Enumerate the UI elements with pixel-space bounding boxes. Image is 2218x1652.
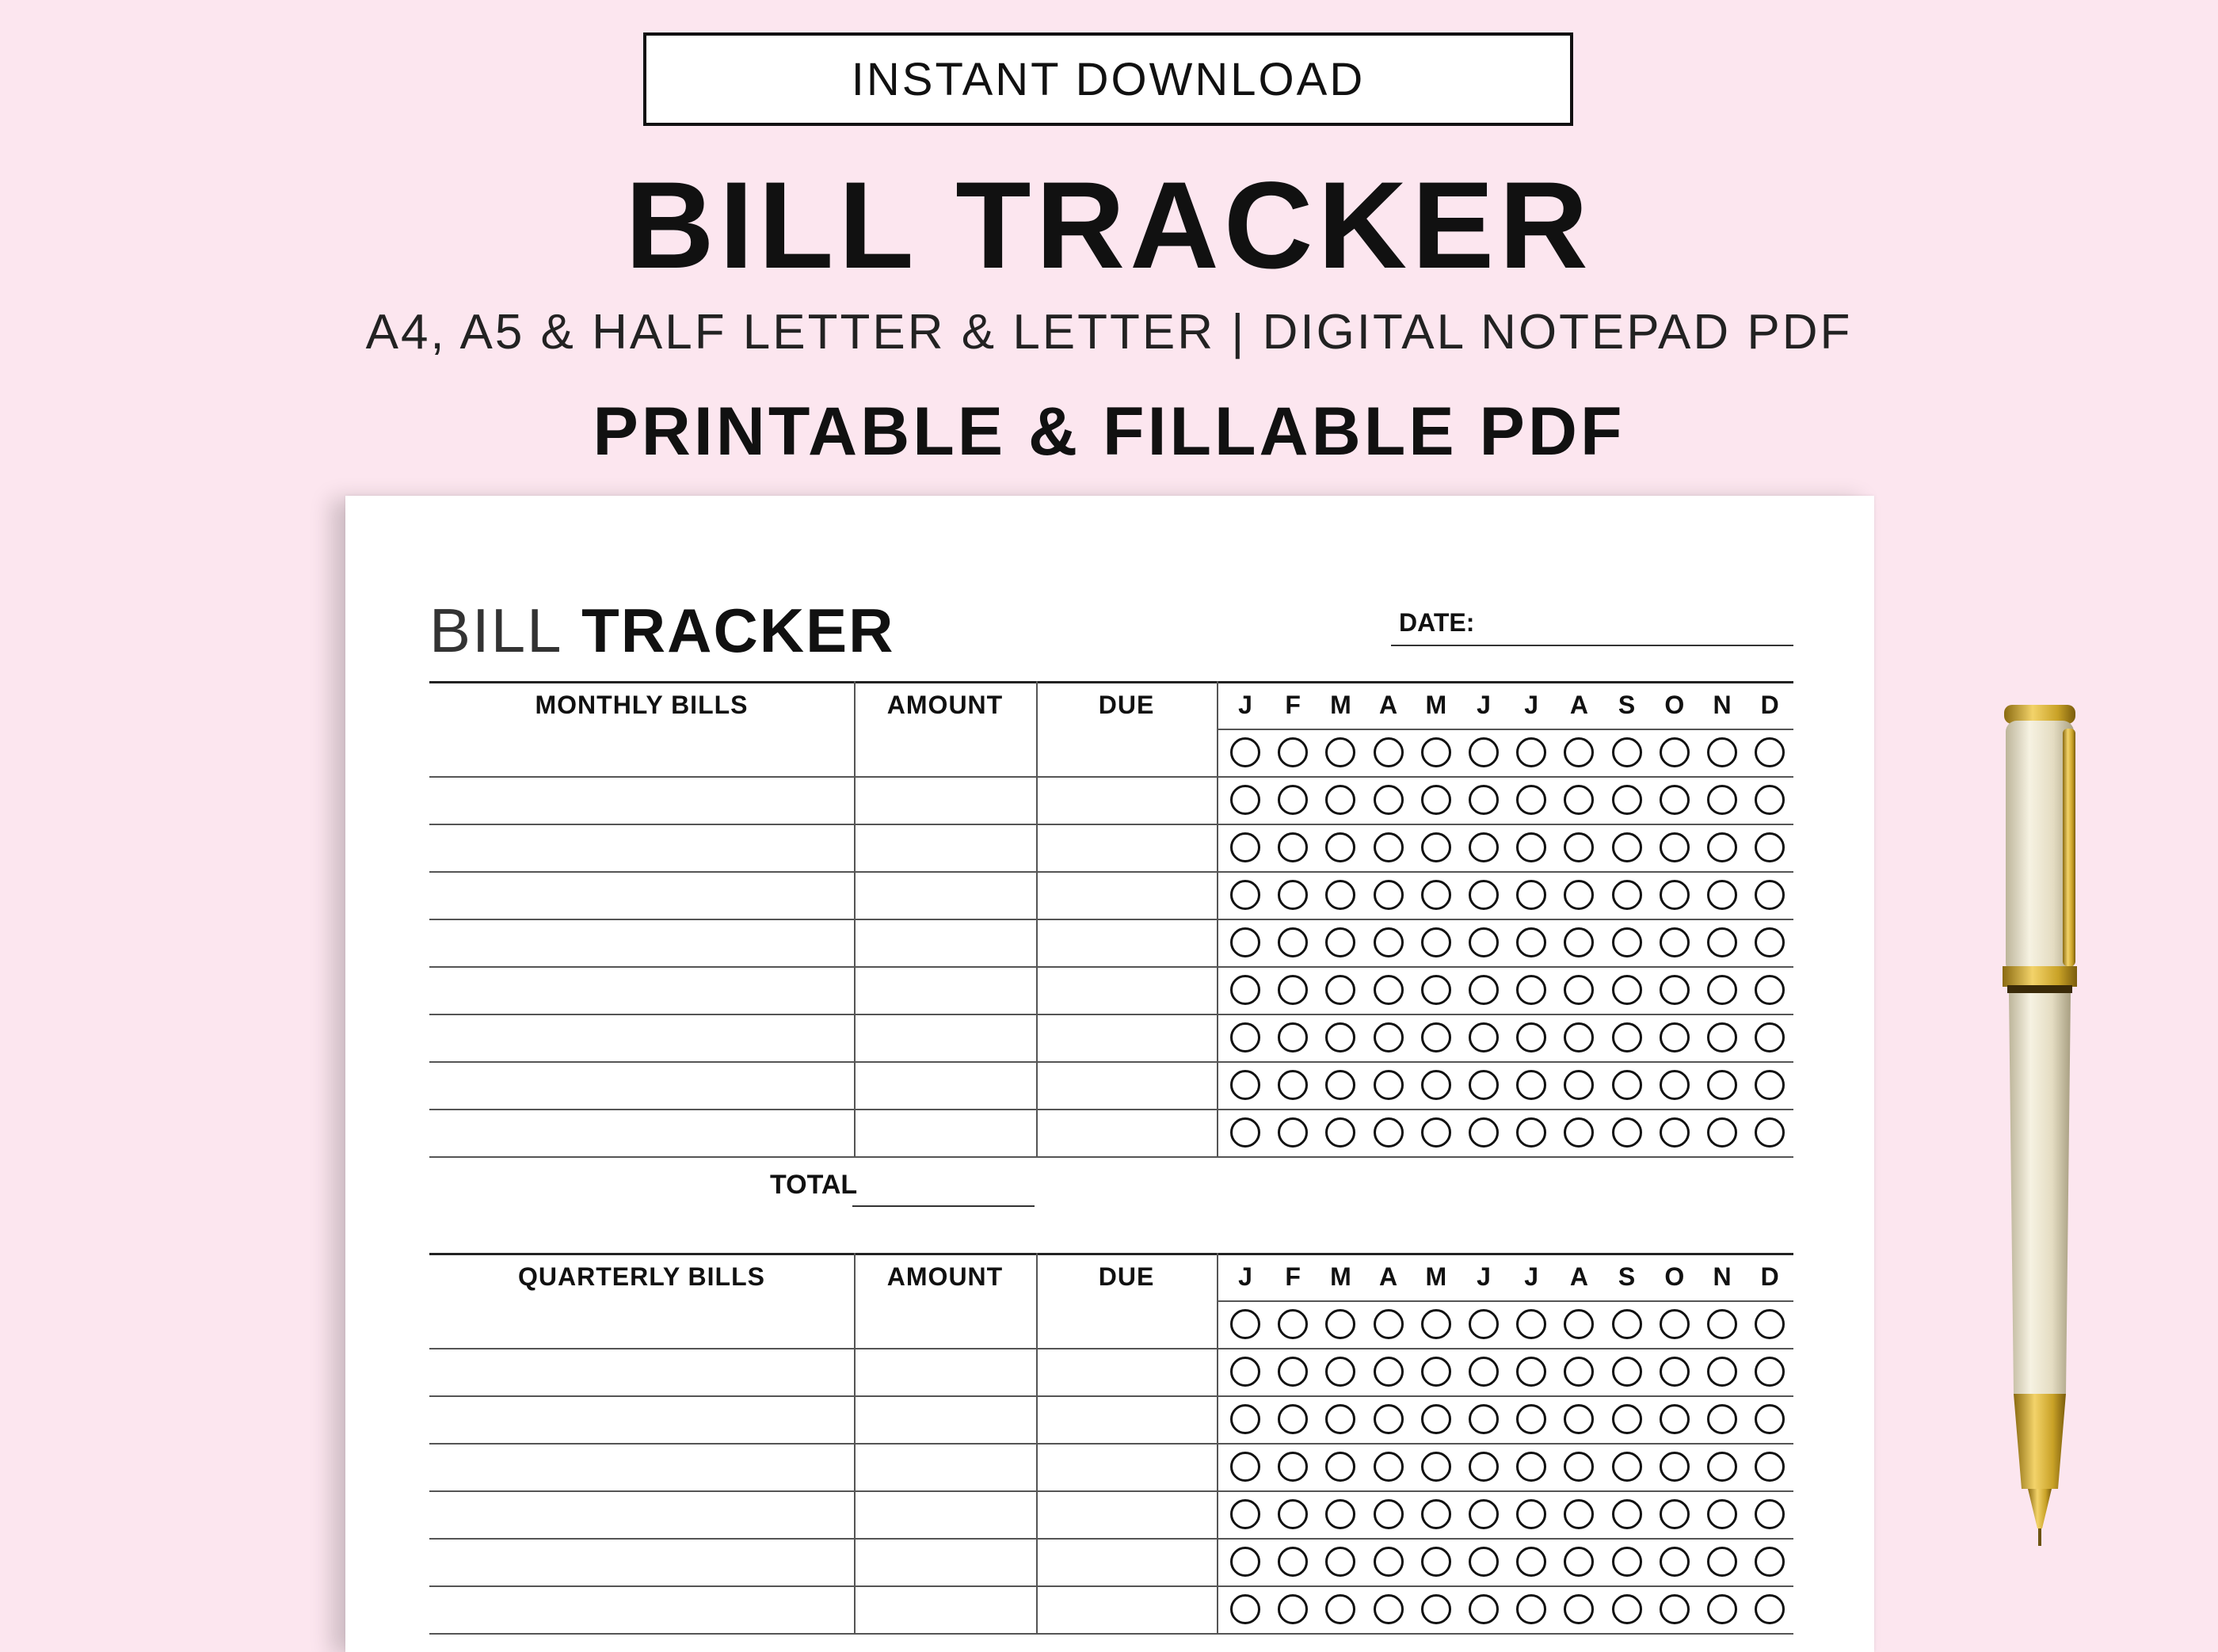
paid-checkbox[interactable] — [1516, 1070, 1546, 1100]
paid-checkbox[interactable] — [1278, 1499, 1308, 1529]
paid-checkbox[interactable] — [1755, 1404, 1785, 1434]
paid-checkbox[interactable] — [1469, 927, 1499, 957]
paid-checkbox[interactable] — [1374, 975, 1404, 1005]
printable-line: PRINTABLE & FILLABLE PDF — [593, 394, 1625, 470]
row-rule — [1217, 729, 1793, 730]
paid-checkbox[interactable] — [1564, 927, 1594, 957]
paid-checkbox[interactable] — [1230, 785, 1260, 815]
paid-checkbox[interactable] — [1516, 1404, 1546, 1434]
paid-checkbox[interactable] — [1612, 1547, 1642, 1577]
paid-checkbox[interactable] — [1421, 737, 1451, 767]
paid-checkbox[interactable] — [1230, 1070, 1260, 1100]
paid-checkbox[interactable] — [1707, 832, 1737, 862]
paid-checkbox[interactable] — [1707, 1117, 1737, 1148]
paid-checkbox[interactable] — [1325, 1357, 1355, 1387]
due-cell[interactable] — [1036, 966, 1217, 1014]
amount-cell[interactable] — [854, 1395, 1036, 1443]
paid-checkbox[interactable] — [1707, 737, 1737, 767]
paid-checkbox[interactable] — [1374, 1070, 1404, 1100]
paid-checkbox[interactable] — [1325, 1309, 1355, 1339]
paid-checkbox[interactable] — [1755, 880, 1785, 910]
month-label: M — [1425, 690, 1447, 719]
paid-checkbox[interactable] — [1278, 1070, 1308, 1100]
paid-checkbox[interactable] — [1612, 1117, 1642, 1148]
hero-title: BILL TRACKER — [625, 157, 1593, 295]
paid-checkbox[interactable] — [1374, 832, 1404, 862]
paid-checkbox[interactable] — [1325, 1547, 1355, 1577]
paid-checkbox[interactable] — [1612, 785, 1642, 815]
paid-checkbox[interactable] — [1421, 1022, 1451, 1052]
paid-checkbox[interactable] — [1612, 1309, 1642, 1339]
bill-name-cell[interactable] — [429, 1061, 854, 1109]
paid-checkbox[interactable] — [1325, 1594, 1355, 1624]
paid-checkbox[interactable] — [1707, 785, 1737, 815]
amount-header: AMOUNT — [886, 1262, 1004, 1291]
bill-name-cell[interactable] — [429, 1348, 854, 1395]
paid-checkbox[interactable] — [1278, 785, 1308, 815]
total-label: TOTAL — [770, 1170, 858, 1200]
paid-checkbox[interactable] — [1325, 1404, 1355, 1434]
month-label: J — [1477, 690, 1491, 719]
amount-cell[interactable] — [854, 776, 1036, 824]
paid-checkbox[interactable] — [1469, 975, 1499, 1005]
paid-checkbox[interactable] — [1469, 1404, 1499, 1434]
due-cell[interactable] — [1036, 1061, 1217, 1109]
paid-checkbox[interactable] — [1707, 1022, 1737, 1052]
paid-checkbox[interactable] — [1755, 1022, 1785, 1052]
paid-checkbox[interactable] — [1660, 1452, 1690, 1482]
paid-checkbox[interactable] — [1755, 1117, 1785, 1148]
paid-checkbox[interactable] — [1278, 1357, 1308, 1387]
paid-checkbox[interactable] — [1469, 1022, 1499, 1052]
paid-checkbox[interactable] — [1469, 1309, 1499, 1339]
month-label: O — [1664, 1262, 1685, 1291]
paid-checkbox[interactable] — [1230, 975, 1260, 1005]
month-label: J — [1238, 1262, 1252, 1291]
amount-cell[interactable] — [854, 1300, 1036, 1348]
paid-checkbox[interactable] — [1564, 1547, 1594, 1577]
paid-checkbox[interactable] — [1660, 1117, 1690, 1148]
amount-cell[interactable] — [854, 1538, 1036, 1585]
planner-sheet — [345, 496, 1874, 1652]
amount-cell[interactable] — [854, 1490, 1036, 1538]
paid-checkbox[interactable] — [1469, 1547, 1499, 1577]
due-cell[interactable] — [1036, 1109, 1217, 1156]
month-label: A — [1569, 690, 1588, 719]
due-cell[interactable] — [1036, 1585, 1217, 1633]
paid-checkbox[interactable] — [1660, 1404, 1690, 1434]
paid-checkbox[interactable] — [1612, 1499, 1642, 1529]
paid-checkbox[interactable] — [1564, 975, 1594, 1005]
due-cell[interactable] — [1036, 824, 1217, 871]
due-header: DUE — [1098, 1262, 1155, 1291]
total-field[interactable] — [852, 1205, 1035, 1207]
paid-checkbox[interactable] — [1278, 1547, 1308, 1577]
paid-checkbox[interactable] — [1755, 1547, 1785, 1577]
amount-cell[interactable] — [854, 919, 1036, 966]
formats-line: A4, A5 & HALF LETTER & LETTER | DIGITAL NOTEPAD PDF — [365, 305, 1853, 360]
paid-checkbox[interactable] — [1612, 1404, 1642, 1434]
paid-checkbox[interactable] — [1421, 975, 1451, 1005]
paid-checkbox[interactable] — [1469, 1070, 1499, 1100]
paid-checkbox[interactable] — [1469, 832, 1499, 862]
amount-cell[interactable] — [854, 824, 1036, 871]
paid-checkbox[interactable] — [1707, 1404, 1737, 1434]
month-label: F — [1285, 1262, 1301, 1291]
paid-checkbox[interactable] — [1707, 1452, 1737, 1482]
paid-checkbox[interactable] — [1755, 927, 1785, 957]
paid-checkbox[interactable] — [1421, 832, 1451, 862]
paid-checkbox[interactable] — [1707, 1547, 1737, 1577]
paid-checkbox[interactable] — [1612, 880, 1642, 910]
paid-checkbox[interactable] — [1230, 1357, 1260, 1387]
paid-checkbox[interactable] — [1325, 1452, 1355, 1482]
paid-checkbox[interactable] — [1325, 1070, 1355, 1100]
paid-checkbox[interactable] — [1516, 737, 1546, 767]
paid-checkbox[interactable] — [1469, 1357, 1499, 1387]
paid-checkbox[interactable] — [1374, 1309, 1404, 1339]
sheet-title-light: BILL — [429, 596, 563, 665]
paid-checkbox[interactable] — [1278, 832, 1308, 862]
paid-checkbox[interactable] — [1374, 1547, 1404, 1577]
paid-checkbox[interactable] — [1660, 1070, 1690, 1100]
row-rule — [429, 1633, 1793, 1635]
paid-checkbox[interactable] — [1278, 1452, 1308, 1482]
paid-checkbox[interactable] — [1660, 927, 1690, 957]
bill-name-cell[interactable] — [429, 1014, 854, 1061]
paid-checkbox[interactable] — [1278, 880, 1308, 910]
paid-checkbox[interactable] — [1230, 1404, 1260, 1434]
paid-checkbox[interactable] — [1469, 1499, 1499, 1529]
paid-checkbox[interactable] — [1516, 1499, 1546, 1529]
paid-checkbox[interactable] — [1660, 1022, 1690, 1052]
amount-cell[interactable] — [854, 1585, 1036, 1633]
paid-checkbox[interactable] — [1612, 832, 1642, 862]
paid-checkbox[interactable] — [1612, 975, 1642, 1005]
paid-checkbox[interactable] — [1325, 785, 1355, 815]
paid-checkbox[interactable] — [1516, 1357, 1546, 1387]
paid-checkbox[interactable] — [1516, 1022, 1546, 1052]
paid-checkbox[interactable] — [1325, 975, 1355, 1005]
bill-name-cell[interactable] — [429, 919, 854, 966]
month-label: J — [1524, 690, 1539, 719]
paid-checkbox[interactable] — [1469, 1117, 1499, 1148]
paid-checkbox[interactable] — [1230, 1022, 1260, 1052]
bill-name-cell[interactable] — [429, 1300, 854, 1348]
paid-checkbox[interactable] — [1707, 1070, 1737, 1100]
paid-checkbox[interactable] — [1707, 1309, 1737, 1339]
paid-checkbox[interactable] — [1707, 1499, 1737, 1529]
paid-checkbox[interactable] — [1516, 1594, 1546, 1624]
paid-checkbox[interactable] — [1660, 832, 1690, 862]
paid-checkbox[interactable] — [1421, 927, 1451, 957]
paid-checkbox[interactable] — [1660, 1547, 1690, 1577]
quarterly-bills-header: QUARTERLY BILLS — [518, 1262, 765, 1291]
paid-checkbox[interactable] — [1516, 880, 1546, 910]
paid-checkbox[interactable] — [1564, 1499, 1594, 1529]
paid-checkbox[interactable] — [1278, 927, 1308, 957]
paid-checkbox[interactable] — [1230, 1499, 1260, 1529]
paid-checkbox[interactable] — [1230, 1117, 1260, 1148]
paid-checkbox[interactable] — [1325, 927, 1355, 957]
paid-checkbox[interactable] — [1660, 1499, 1690, 1529]
paid-checkbox[interactable] — [1421, 1499, 1451, 1529]
bill-name-cell[interactable] — [429, 1490, 854, 1538]
paid-checkbox[interactable] — [1421, 1594, 1451, 1624]
month-label: A — [1379, 690, 1398, 719]
paid-checkbox[interactable] — [1612, 1022, 1642, 1052]
row-rule — [429, 1156, 1793, 1158]
paid-checkbox[interactable] — [1325, 880, 1355, 910]
paid-checkbox[interactable] — [1325, 1117, 1355, 1148]
paid-checkbox[interactable] — [1230, 1594, 1260, 1624]
paid-checkbox[interactable] — [1278, 1022, 1308, 1052]
paid-checkbox[interactable] — [1612, 1070, 1642, 1100]
paid-checkbox[interactable] — [1516, 1309, 1546, 1339]
bill-name-cell[interactable] — [429, 871, 854, 919]
sheet-title — [429, 591, 894, 670]
paid-checkbox[interactable] — [1564, 1357, 1594, 1387]
paid-checkbox[interactable] — [1612, 1452, 1642, 1482]
month-label: J — [1238, 690, 1252, 719]
due-cell[interactable] — [1036, 1490, 1217, 1538]
due-cell[interactable] — [1036, 1443, 1217, 1490]
paid-checkbox[interactable] — [1755, 1594, 1785, 1624]
month-label: M — [1425, 1262, 1447, 1291]
paid-checkbox[interactable] — [1707, 975, 1737, 1005]
paid-checkbox[interactable] — [1374, 880, 1404, 910]
date-label: DATE: — [1399, 608, 1475, 637]
due-cell[interactable] — [1036, 1395, 1217, 1443]
paid-checkbox[interactable] — [1564, 1404, 1594, 1434]
paid-checkbox[interactable] — [1612, 1357, 1642, 1387]
paid-checkbox[interactable] — [1660, 880, 1690, 910]
amount-cell[interactable] — [854, 729, 1036, 776]
month-label: D — [1760, 1262, 1779, 1291]
paid-checkbox[interactable] — [1564, 785, 1594, 815]
month-label: N — [1713, 1262, 1732, 1291]
paid-checkbox[interactable] — [1707, 880, 1737, 910]
amount-header: AMOUNT — [886, 690, 1004, 719]
row-rule — [1217, 1300, 1793, 1302]
paid-checkbox[interactable] — [1564, 1594, 1594, 1624]
paid-checkbox[interactable] — [1469, 1452, 1499, 1482]
month-label: F — [1285, 690, 1301, 719]
bill-name-cell[interactable] — [429, 776, 854, 824]
month-label: A — [1569, 1262, 1588, 1291]
paid-checkbox[interactable] — [1755, 832, 1785, 862]
paid-checkbox[interactable] — [1660, 785, 1690, 815]
paid-checkbox[interactable] — [1230, 1309, 1260, 1339]
paid-checkbox[interactable] — [1325, 737, 1355, 767]
paid-checkbox[interactable] — [1278, 1404, 1308, 1434]
paid-checkbox[interactable] — [1421, 1070, 1451, 1100]
pen-illustration — [1996, 697, 2091, 1568]
paid-checkbox[interactable] — [1660, 975, 1690, 1005]
paid-checkbox[interactable] — [1374, 1594, 1404, 1624]
paid-checkbox[interactable] — [1516, 1117, 1546, 1148]
paid-checkbox[interactable] — [1230, 880, 1260, 910]
month-label: S — [1618, 690, 1636, 719]
paid-checkbox[interactable] — [1278, 1309, 1308, 1339]
paid-checkbox[interactable] — [1421, 1117, 1451, 1148]
paid-checkbox[interactable] — [1564, 737, 1594, 767]
paid-checkbox[interactable] — [1612, 1594, 1642, 1624]
paid-checkbox[interactable] — [1707, 927, 1737, 957]
paid-checkbox[interactable] — [1755, 975, 1785, 1005]
paid-checkbox[interactable] — [1516, 1452, 1546, 1482]
paid-checkbox[interactable] — [1755, 1499, 1785, 1529]
paid-checkbox[interactable] — [1374, 737, 1404, 767]
amount-cell[interactable] — [854, 871, 1036, 919]
paid-checkbox[interactable] — [1707, 1594, 1737, 1624]
paid-checkbox[interactable] — [1516, 832, 1546, 862]
paid-checkbox[interactable] — [1660, 737, 1690, 767]
month-label: M — [1330, 1262, 1351, 1291]
bill-name-cell[interactable] — [429, 1443, 854, 1490]
due-cell[interactable] — [1036, 1538, 1217, 1585]
paid-checkbox[interactable] — [1278, 975, 1308, 1005]
paid-checkbox[interactable] — [1230, 1452, 1260, 1482]
paid-checkbox[interactable] — [1469, 737, 1499, 767]
bill-name-cell[interactable] — [429, 1109, 854, 1156]
amount-cell[interactable] — [854, 1443, 1036, 1490]
due-cell[interactable] — [1036, 1014, 1217, 1061]
amount-cell[interactable] — [854, 1348, 1036, 1395]
paid-checkbox[interactable] — [1278, 1594, 1308, 1624]
month-label: A — [1379, 1262, 1398, 1291]
paid-checkbox[interactable] — [1374, 927, 1404, 957]
amount-cell[interactable] — [854, 1014, 1036, 1061]
paid-checkbox[interactable] — [1421, 880, 1451, 910]
paid-checkbox[interactable] — [1374, 1357, 1404, 1387]
sheet-title-bold: TRACKER — [581, 596, 895, 665]
paid-checkbox[interactable] — [1374, 1499, 1404, 1529]
paid-checkbox[interactable] — [1469, 1594, 1499, 1624]
amount-cell[interactable] — [854, 966, 1036, 1014]
paid-checkbox[interactable] — [1755, 737, 1785, 767]
paid-checkbox[interactable] — [1660, 1357, 1690, 1387]
due-cell[interactable] — [1036, 1300, 1217, 1348]
paid-checkbox[interactable] — [1612, 927, 1642, 957]
month-label: S — [1618, 1262, 1636, 1291]
due-cell[interactable] — [1036, 1348, 1217, 1395]
paid-checkbox[interactable] — [1278, 1117, 1308, 1148]
paid-checkbox[interactable] — [1325, 832, 1355, 862]
paid-checkbox[interactable] — [1564, 1309, 1594, 1339]
paid-checkbox[interactable] — [1421, 785, 1451, 815]
monthly-bills-header: MONTHLY BILLS — [535, 690, 749, 719]
paid-checkbox[interactable] — [1421, 1404, 1451, 1434]
bill-name-cell[interactable] — [429, 1585, 854, 1633]
paid-checkbox[interactable] — [1516, 1547, 1546, 1577]
paid-checkbox[interactable] — [1374, 1022, 1404, 1052]
due-cell[interactable] — [1036, 729, 1217, 776]
due-cell[interactable] — [1036, 776, 1217, 824]
paid-checkbox[interactable] — [1469, 785, 1499, 815]
paid-checkbox[interactable] — [1755, 1357, 1785, 1387]
paid-checkbox[interactable] — [1660, 1594, 1690, 1624]
paid-checkbox[interactable] — [1230, 927, 1260, 957]
date-field[interactable] — [1391, 645, 1793, 646]
paid-checkbox[interactable] — [1421, 1452, 1451, 1482]
paid-checkbox[interactable] — [1421, 1309, 1451, 1339]
due-header: DUE — [1098, 690, 1155, 719]
paid-checkbox[interactable] — [1516, 785, 1546, 815]
paid-checkbox[interactable] — [1755, 1309, 1785, 1339]
paid-checkbox[interactable] — [1230, 1547, 1260, 1577]
paid-checkbox[interactable] — [1755, 1452, 1785, 1482]
paid-checkbox[interactable] — [1564, 1022, 1594, 1052]
month-label: J — [1477, 1262, 1491, 1291]
paid-checkbox[interactable] — [1564, 880, 1594, 910]
amount-cell[interactable] — [854, 1109, 1036, 1156]
amount-cell[interactable] — [854, 1061, 1036, 1109]
paid-checkbox[interactable] — [1421, 1357, 1451, 1387]
bill-name-cell[interactable] — [429, 824, 854, 871]
paid-checkbox[interactable] — [1516, 975, 1546, 1005]
paid-checkbox[interactable] — [1612, 737, 1642, 767]
paid-checkbox[interactable] — [1469, 880, 1499, 910]
paid-checkbox[interactable] — [1660, 1309, 1690, 1339]
instant-download-banner — [643, 32, 1573, 126]
paid-checkbox[interactable] — [1374, 1404, 1404, 1434]
due-cell[interactable] — [1036, 919, 1217, 966]
month-label: M — [1330, 690, 1351, 719]
month-label: D — [1760, 690, 1779, 719]
due-cell[interactable] — [1036, 871, 1217, 919]
paid-checkbox[interactable] — [1707, 1357, 1737, 1387]
paid-checkbox[interactable] — [1374, 1117, 1404, 1148]
bill-name-cell[interactable] — [429, 1538, 854, 1585]
paid-checkbox[interactable] — [1564, 832, 1594, 862]
instant-download-label: INSTANT DOWNLOAD — [851, 53, 1366, 105]
bill-name-cell[interactable] — [429, 1395, 854, 1443]
paid-checkbox[interactable] — [1230, 737, 1260, 767]
paid-checkbox[interactable] — [1230, 832, 1260, 862]
paid-checkbox[interactable] — [1755, 1070, 1785, 1100]
paid-checkbox[interactable] — [1374, 1452, 1404, 1482]
paid-checkbox[interactable] — [1564, 1452, 1594, 1482]
paid-checkbox[interactable] — [1325, 1022, 1355, 1052]
paid-checkbox[interactable] — [1374, 785, 1404, 815]
bill-name-cell[interactable] — [429, 729, 854, 776]
month-label: J — [1524, 1262, 1539, 1291]
month-label: O — [1664, 690, 1685, 719]
bill-name-cell[interactable] — [429, 966, 854, 1014]
paid-checkbox[interactable] — [1421, 1547, 1451, 1577]
paid-checkbox[interactable] — [1278, 737, 1308, 767]
paid-checkbox[interactable] — [1755, 785, 1785, 815]
month-label: N — [1713, 690, 1732, 719]
paid-checkbox[interactable] — [1564, 1117, 1594, 1148]
paid-checkbox[interactable] — [1564, 1070, 1594, 1100]
paid-checkbox[interactable] — [1516, 927, 1546, 957]
paid-checkbox[interactable] — [1325, 1499, 1355, 1529]
